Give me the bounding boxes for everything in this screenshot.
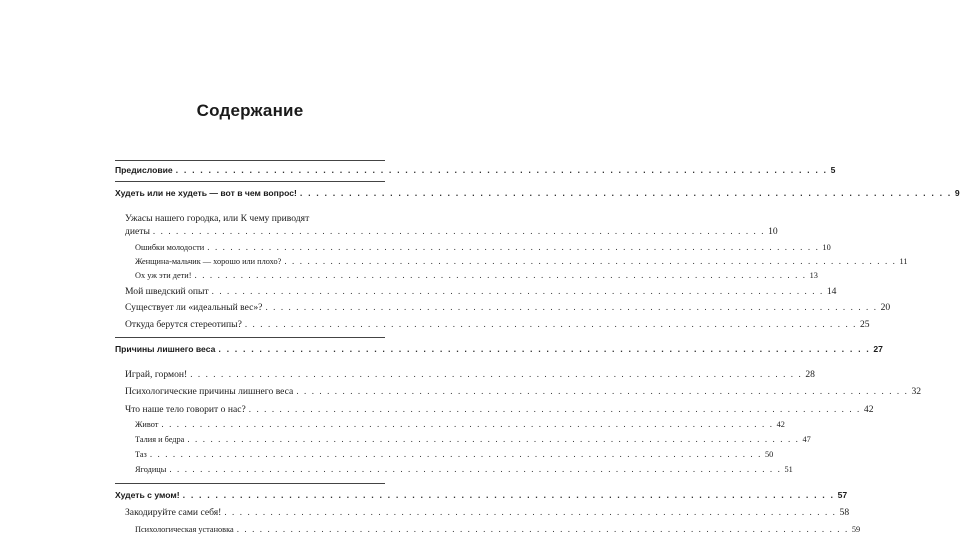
dot-leader: . . . . . . . . . . . . . . . . . . . . . . . . . . . . . . . . . . . . . . . . . . . . . . . . . . . . . . . . . . . . . . . . . . . . . . . . . . . . . . . .	[211, 286, 824, 296]
toc-section[interactable]	[115, 188, 960, 200]
toc-page-number: 20	[880, 302, 891, 313]
toc-entry-title: Женщина-мальчик — хорошо или плохо?	[135, 257, 282, 266]
toc-page-number: 13	[809, 271, 818, 280]
dot-leader: . . . . . . . . . . . . . . . . . . . . . . . . . . . . . . . . . . . . . . . . . . . . . . . . . . . . . . . . . . . . . . . . . . . . . . . . . . . . . . . .	[161, 419, 774, 429]
toc-chapter[interactable]	[115, 319, 870, 331]
dot-leader: . . . . . . . . . . . . . . . . . . . . . . . . . . . . . . . . . . . . . . . . . . . . . . . . . . . . . . . . . . . . . . . . . . . . . . . . . . . . . . . .	[236, 524, 849, 534]
toc-chapter[interactable]	[115, 404, 874, 416]
toc-chapter[interactable]	[115, 369, 815, 381]
dot-leader: . . . . . . . . . . . . . . . . . . . . . . . . . . . . . . . . . . . . . . . . . . . . . . . . . . . . . . . . . . . . . . . . . . . . . . . . . . . . . . . .	[175, 165, 828, 175]
dot-leader: . . . . . . . . . . . . . . . . . . . . . . . . . . . . . . . . . . . . . . . . . . . . . . . . . . . . . . . . . . . . . . . . . . . . . . . . . . . . . . . .	[299, 188, 952, 198]
dot-leader: . . . . . . . . . . . . . . . . . . . . . . . . . . . . . . . . . . . . . . . . . . . . . . . . . . . . . . . . . . . . . . . . . . . . . . . . . . . . . . . .	[149, 449, 762, 459]
toc-chapter[interactable]	[115, 213, 385, 225]
toc-subchapter[interactable]	[115, 524, 861, 535]
toc-entry-title: Худеть или не худеть — вот в чем вопрос!	[115, 188, 297, 198]
toc-subchapter[interactable]	[115, 256, 908, 267]
dot-leader: . . . . . . . . . . . . . . . . . . . . . . . . . . . . . . . . . . . . . . . . . . . . . . . . . . . . . . . . . . . . . . . . . . . . . . . . . . . . . . . .	[248, 404, 861, 414]
toc-section[interactable]	[115, 165, 836, 177]
section-rule	[115, 483, 385, 484]
toc-entry-title: Откуда берутся стереотипы?	[125, 319, 242, 330]
page-title: Содержание	[196, 101, 304, 120]
toc-page-number: 32	[911, 386, 922, 397]
dot-leader: . . . . . . . . . . . . . . . . . . . . . . . . . . . . . . . . . . . . . . . . . . . . . . . . . . . . . . . . . . . . . . . . . . . . . . . . . . . . . . . .	[194, 270, 807, 280]
toc-entry-title: Ошибки молодости	[135, 243, 205, 252]
dot-leader: . . . . . . . . . . . . . . . . . . . . . . . . . . . . . . . . . . . . . . . . . . . . . . . . . . . . . . . . . . . . . . . . . . . . . . . . . . . . . . . .	[224, 507, 837, 517]
dot-leader: . . . . . . . . . . . . . . . . . . . . . . . . . . . . . . . . . . . . . . . . . . . . . . . . . . . . . . . . . . . . . . . . . . . . . . . . . . . . . . . .	[218, 344, 871, 354]
toc-page-number: 59	[851, 525, 861, 534]
toc-entry-title: Ужасы нашего городка, или К чему приводят	[125, 213, 310, 224]
toc-subchapter[interactable]	[115, 449, 774, 460]
toc-page-number: 11	[899, 257, 908, 266]
toc-entry-title: Ягодицы	[135, 465, 167, 474]
dot-leader: . . . . . . . . . . . . . . . . . . . . . . . . . . . . . . . . . . . . . . . . . . . . . . . . . . . . . . . . . . . . . . . . . . . . . . . . . . . . . . . .	[187, 434, 800, 444]
toc-page-number: 10	[822, 243, 831, 252]
table-of-contents	[115, 0, 960, 534]
dot-leader: . . . . . . . . . . . . . . . . . . . . . . . . . . . . . . . . . . . . . . . . . . . . . . . . . . . . . . . . . . . . . . . . . . . . . . . . . . . . . . . .	[169, 464, 782, 474]
toc-entry-title: Живот	[135, 420, 159, 429]
toc-entry-title: Худеть с умом!	[115, 490, 180, 500]
toc-page-number: 27	[873, 344, 883, 354]
section-rule	[115, 160, 385, 161]
toc-page-number: 47	[802, 435, 811, 444]
toc-entry-title: Играй, гормон!	[125, 369, 188, 380]
toc-entry-title: Психологическая установка	[135, 525, 234, 534]
toc-chapter[interactable]	[115, 507, 850, 519]
toc-entry-title: Причины лишнего веса	[115, 344, 216, 354]
toc-subchapter[interactable]	[115, 242, 831, 253]
dot-leader: . . . . . . . . . . . . . . . . . . . . . . . . . . . . . . . . . . . . . . . . . . . . . . . . . . . . . . . . . . . . . . . . . . . . . . . . . . . . . . . .	[296, 386, 909, 396]
toc-chapter[interactable]	[115, 302, 891, 314]
toc-page-number: 14	[826, 286, 837, 297]
toc-subchapter[interactable]	[115, 464, 793, 475]
dot-leader: . . . . . . . . . . . . . . . . . . . . . . . . . . . . . . . . . . . . . . . . . . . . . . . . . . . . . . . . . . . . . . . . . . . . . . . . . . . . . . . .	[265, 302, 878, 312]
dot-leader: . . . . . . . . . . . . . . . . . . . . . . . . . . . . . . . . . . . . . . . . . . . . . . . . . . . . . . . . . . . . . . . . . . . . . . . . . . . . . . . .	[207, 242, 820, 252]
toc-entry-title: Ох уж эти дети!	[135, 271, 192, 280]
toc-page-number: 9	[954, 188, 960, 198]
toc-entry-title: Талия и бедра	[135, 435, 185, 444]
toc-page-number: 42	[776, 420, 785, 429]
toc-page-number: 50	[764, 450, 774, 459]
toc-subchapter[interactable]	[115, 434, 811, 445]
toc-page-number: 25	[860, 319, 870, 330]
dot-leader: . . . . . . . . . . . . . . . . . . . . . . . . . . . . . . . . . . . . . . . . . . . . . . . . . . . . . . . . . . . . . . . . . . . . . . . . . . . . . . . .	[182, 490, 835, 500]
toc-section[interactable]	[115, 344, 883, 356]
toc-chapter[interactable]	[115, 386, 922, 398]
toc-chapter[interactable]	[115, 286, 837, 298]
toc-section[interactable]	[115, 490, 848, 502]
section-rule	[115, 181, 385, 182]
toc-entry-title: Мой шведский опыт	[125, 286, 209, 297]
toc-entry-title: Таз	[135, 450, 147, 459]
toc-subchapter[interactable]	[115, 270, 818, 281]
toc-page-number: 42	[863, 404, 874, 415]
toc-page-number: 5	[830, 165, 836, 175]
dot-leader: . . . . . . . . . . . . . . . . . . . . . . . . . . . . . . . . . . . . . . . . . . . . . . . . . . . . . . . . . . . . . . . . . . . . . . . . . . . . . . . .	[152, 226, 766, 236]
dot-leader: . . . . . . . . . . . . . . . . . . . . . . . . . . . . . . . . . . . . . . . . . . . . . . . . . . . . . . . . . . . . . . . . . . . . . . . . . . . . . . . .	[244, 319, 857, 329]
toc-page-number: 28	[805, 369, 815, 380]
section-rule	[115, 337, 385, 338]
toc-subchapter[interactable]	[115, 419, 785, 430]
toc-chapter[interactable]	[115, 226, 778, 238]
dot-leader: . . . . . . . . . . . . . . . . . . . . . . . . . . . . . . . . . . . . . . . . . . . . . . . . . . . . . . . . . . . . . . . . . . . . . . . . . . . . . . . .	[284, 256, 897, 266]
toc-entry-title: Закодируйте сами себя!	[125, 507, 222, 518]
toc-entry-title: Что наше тело говорит о нас?	[125, 404, 246, 415]
toc-page-number: 10	[768, 226, 778, 237]
toc-entry-title: Предисловие	[115, 165, 173, 175]
toc-page-number: 58	[839, 507, 850, 518]
toc-entry-title: диеты	[125, 226, 150, 237]
toc-entry-title: Психологические причины лишнего веса	[125, 386, 294, 397]
toc-page-number: 57	[837, 490, 848, 500]
toc-page-number: 51	[784, 465, 793, 474]
dot-leader: . . . . . . . . . . . . . . . . . . . . . . . . . . . . . . . . . . . . . . . . . . . . . . . . . . . . . . . . . . . . . . . . . . . . . . . . . . . . . . . .	[190, 369, 803, 379]
toc-entry-title: Существует ли «идеальный вес»?	[125, 302, 263, 313]
